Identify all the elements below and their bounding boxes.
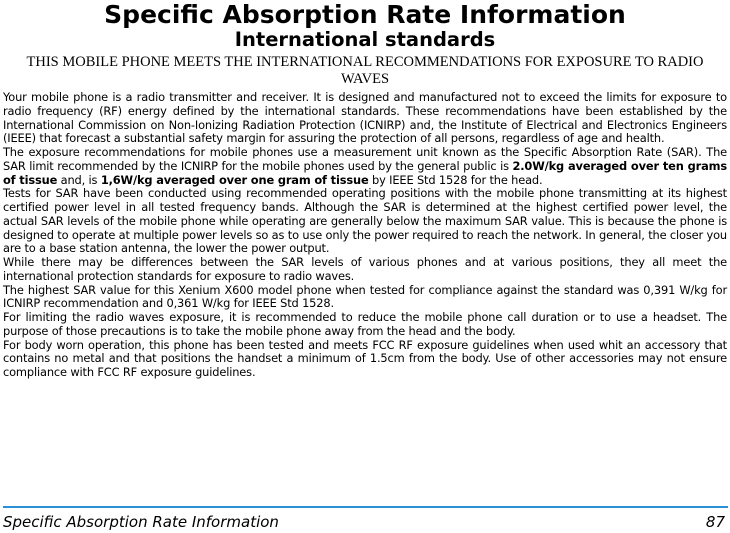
sar-text-1: The exposure recommendations for mobile phones use a measurement unit known as the Specific Absorption Rate (SAR). The SAR limit recommended by the ICNIRP for the mobile phones used by the general public is — [3, 145, 727, 173]
sar-text-2: and, is — [57, 172, 101, 187]
sar-limit-icnirp: 2.0W/kg averaged over ten grams of tissue — [3, 158, 727, 187]
paragraph-highest-sar: The highest SAR value for this Xenium X600 model phone when tested for compliance against the standard was 0,391 W/kg for ICNIRP recommendation and 0,361 W/kg for IEEE Std 1528. — [3, 282, 727, 311]
section-subtitle: International standards — [234, 28, 496, 51]
footer-title: Specific Absorption Rate Information — [3, 513, 279, 531]
page-number: 87 — [705, 513, 725, 531]
sar-text-3: by IEEE Std 1528 for the head. — [368, 172, 543, 187]
paragraph-differences: While there may be differences between the SAR levels of various phones and at various positions, they all meet the international protection standards for exposure to radio waves. — [3, 255, 727, 283]
paragraph-intro: Your mobile phone is a radio transmitter and receiver. It is designed and manufactured not to exceed the limits for exposure to radio frequency (RF) energy defined by the international standards. These recommendations have been established by the International Commission on Non-Ionizing Radiation Protection (ICNIRP) and, the Institute of Electrical and Electronics Engineers (IEEE) that forecast a substantial safety margin for assuring the protection of all persons, regardless of age and health. — [3, 90, 727, 146]
page-content — [3, 0, 727, 380]
compliance-notice: THIS MOBILE PHONE MEETS THE INTERNATIONAL RECOMMENDATIONS FOR EXPOSURE TO RADIO WAVES — [26, 54, 704, 87]
page-title: Specific Absorption Rate Information — [104, 0, 626, 29]
paragraph-limiting: For limiting the radio waves exposure, it is recommended to reduce the mobile phone call duration or to use a headset. The purpose of those precautions is to take the mobile phone away from the head and the body. — [3, 310, 727, 338]
page-footer — [3, 512, 727, 532]
paragraph-body-worn: For body worn operation, this phone has been tested and meets FCC RF exposure guidelines when used whit an accessory that contains no metal and that positions the handset a minimum of 1.5cm from the body. Use of other accessories may not ensure compliance with FCC RF exposure guidelines. — [3, 337, 727, 379]
sar-limit-ieee: 1,6W/kg averaged over one gram of tissue — [100, 172, 369, 187]
paragraph-tests: Tests for SAR have been conducted using recommended operating positions with the mobile phone transmitting at its highest certified power level in all tested frequency bands. Although the SAR is determined at the highest certified power level, the actual SAR levels of the mobile phone while operating are generally below the maximum SAR value. This is because the phone is designed to operate at multiple power levels so as to use only the power required to reach the network. In general, the closer you are to a base station antenna, the lower the power output. — [3, 186, 727, 256]
paragraph-sar-limits — [3, 146, 727, 187]
footer-divider — [3, 506, 728, 508]
